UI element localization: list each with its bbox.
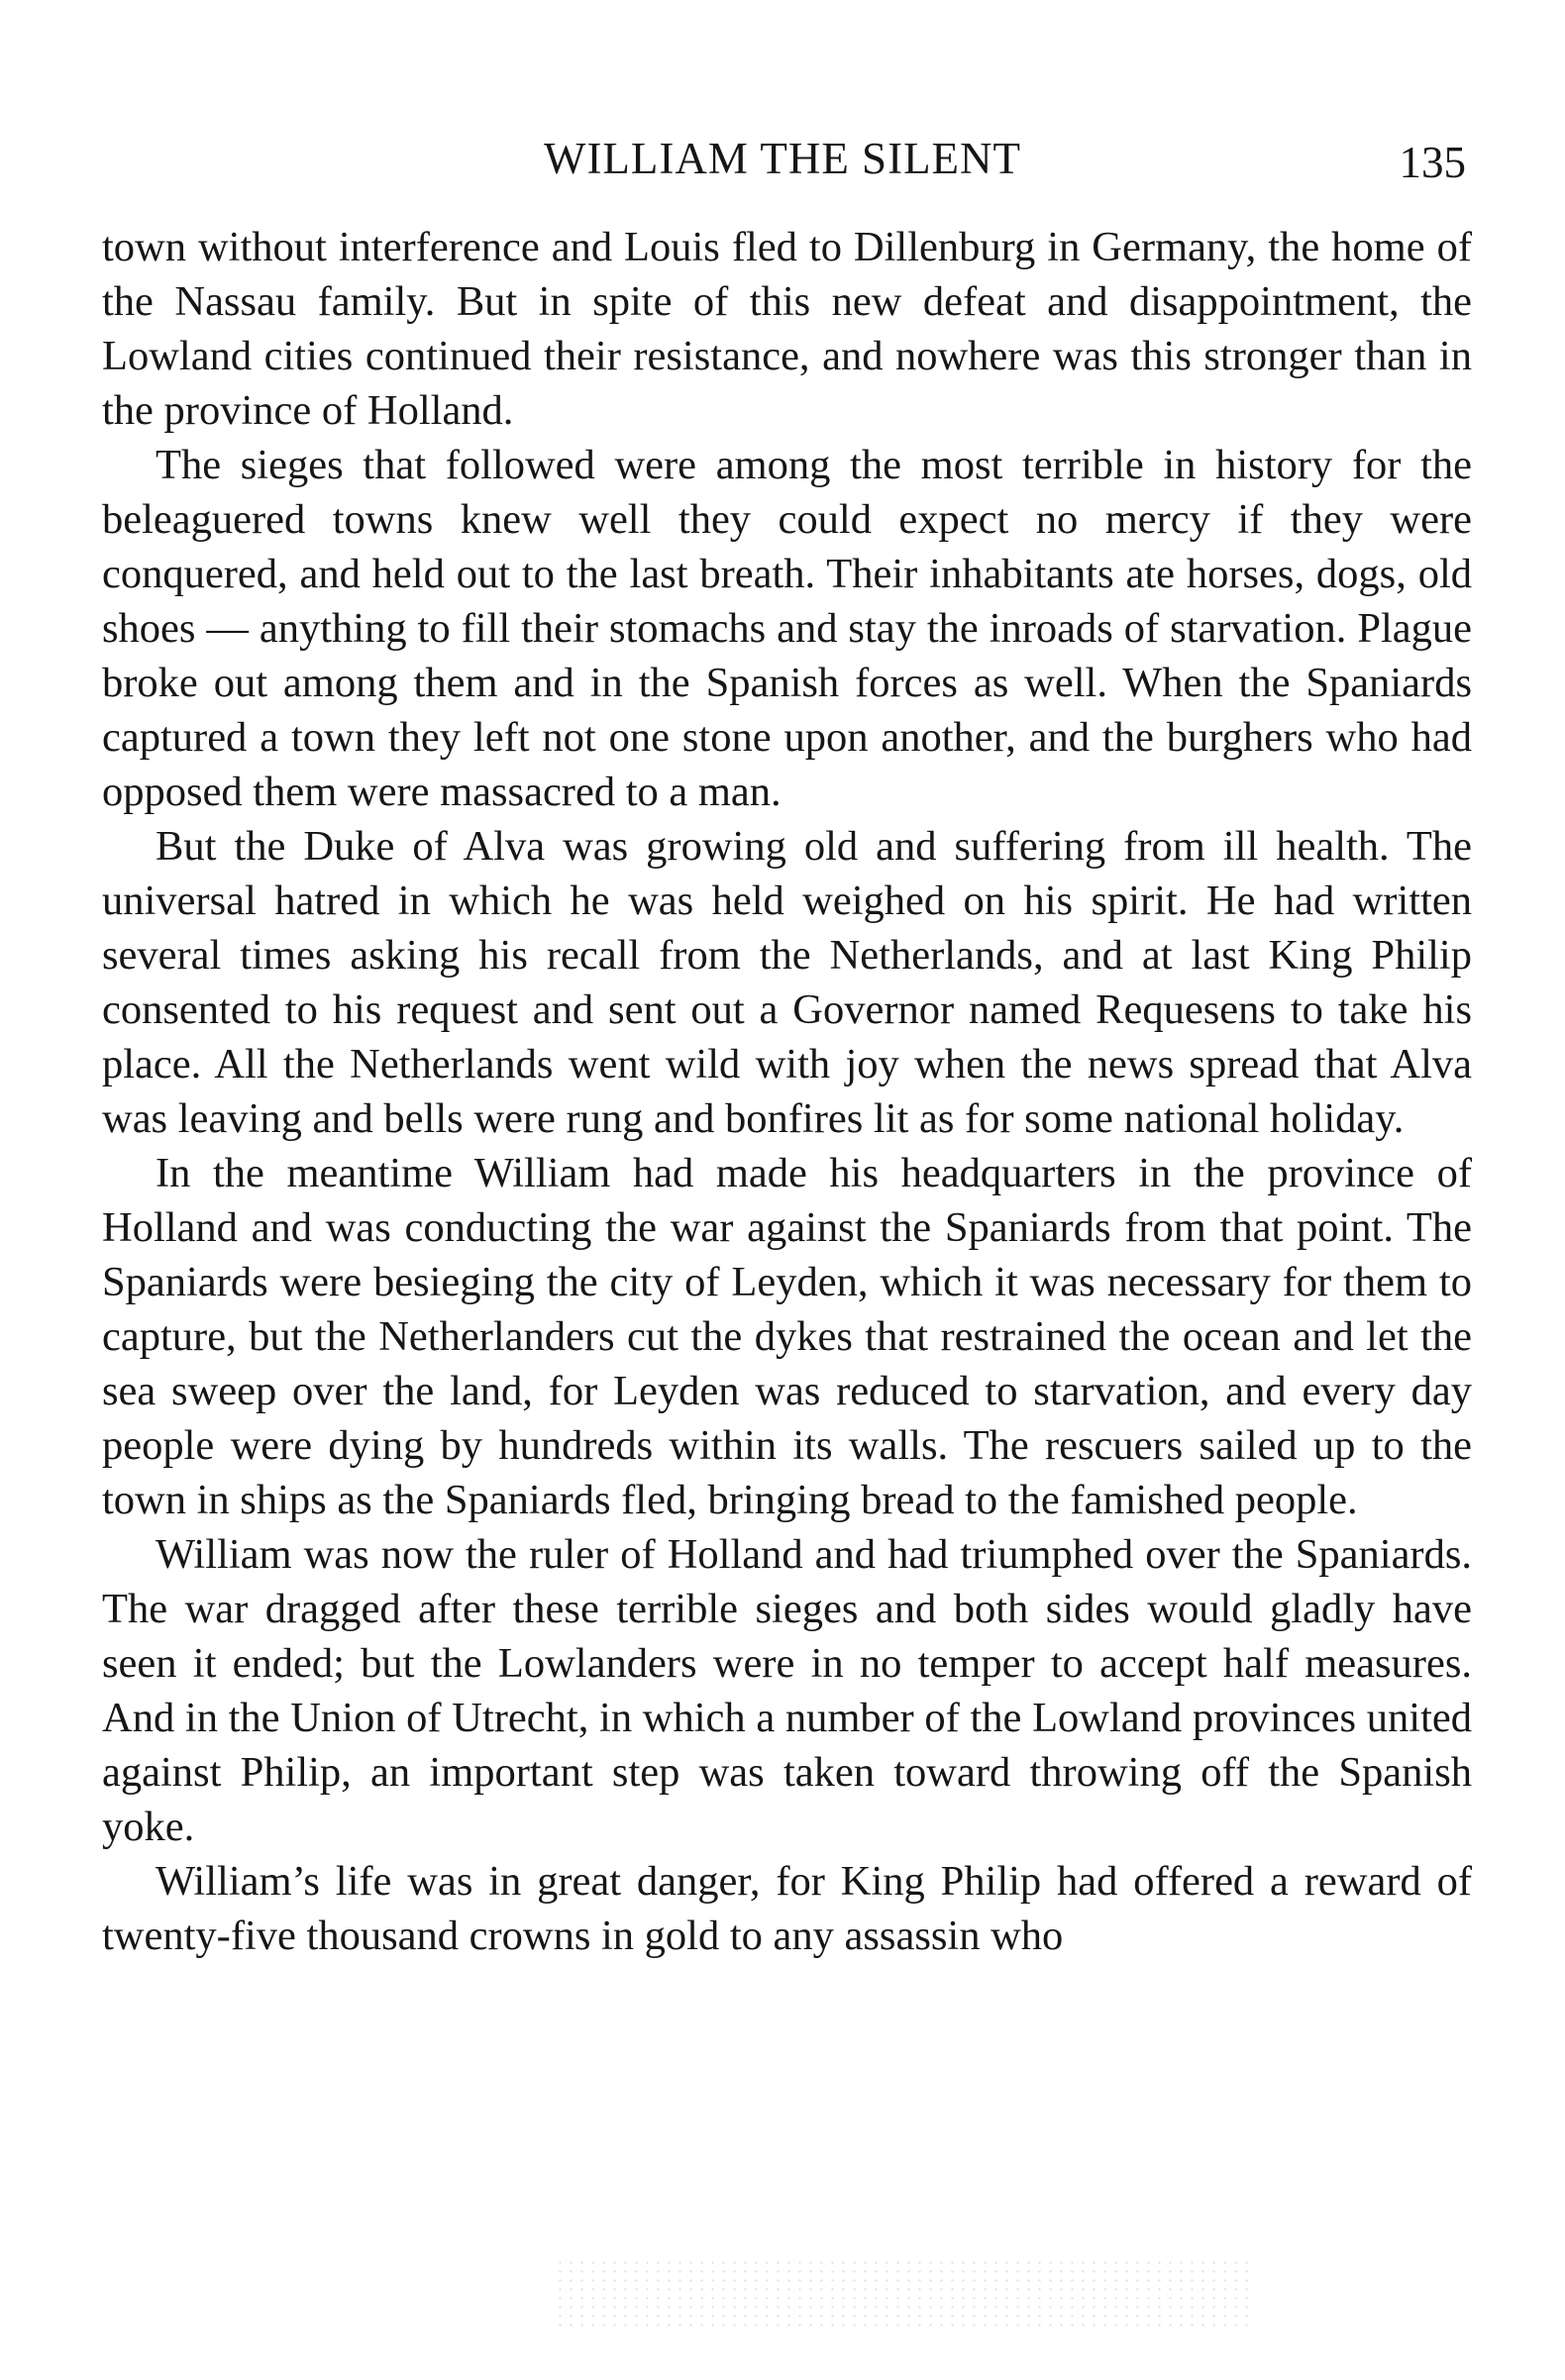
- page-number: 135: [1399, 138, 1466, 187]
- body-text: [102, 220, 1472, 1963]
- paragraph-3: But the Duke of Alva was growing old and suffering from ill health. The universal hatred in which he was held weighed on his spirit. He had written several times asking his recall from the Netherlands, and at last King Philip consented to his request and sent out a Governor named Requesens to take his place. All the Netherlands went wild with joy when the news spread that Alva was leaving and bells were rung and bonfires lit as for some national holiday.: [102, 823, 1472, 1142]
- scan-speckle: [555, 2258, 1248, 2328]
- paragraph-6: William’s life was in great danger, for King Philip had offered a reward of twenty-five thousand crowns in gold to any assassin who: [102, 1858, 1472, 1959]
- paragraph-4: In the meantime William had made his headquarters in the province of Holland and was conducting the war against the Spaniards from that point. The Spaniards were besieging the city of Leyden, which it was necessary for them to capture, but the Netherlanders cut the dykes that restrained the ocean and let the sea sweep over the land, for Leyden was reduced to starvation, and every day people were dying by hundreds within its walls. The rescuers sailed up to the town in ships as the Spaniards fled, bringing bread to the famished people.: [102, 1150, 1472, 1523]
- chapter-title: WILLIAM THE SILENT: [543, 134, 1022, 183]
- paragraph-1: town without interference and Louis fled to Dillenburg in Germany, the home of the Nassau family. But in spite of this new defeat and disappointment, the Lowland cities continued their resistance, and nowhere was this stronger than in the province of Holland.: [102, 224, 1472, 434]
- running-head: [0, 133, 1565, 192]
- paragraph-2: The sieges that followed were among the most terrible in history for the beleaguered towns knew well they could expect no mercy if they were conquered, and held out to the last breath. Their inhabitants ate horses, dogs, old shoes — anything to fill their stomachs and stay the inroads of starvation. Plague broke out among them and in the Spanish forces as well. When the Spaniards captured a town they left not one stone upon another, and the burghers who had opposed them were massacred to a man.: [102, 442, 1472, 815]
- paragraph-5: William was now the ruler of Holland and had triumphed over the Spaniards. The war dragged after these terrible sieges and both sides would gladly have seen it ended; but the Lowlanders were in no temper to accept half measures. And in the Union of Utrecht, in which a number of the Lowland provinces united against Philip, an important step was taken toward throwing off the Spanish yoke.: [102, 1531, 1472, 1850]
